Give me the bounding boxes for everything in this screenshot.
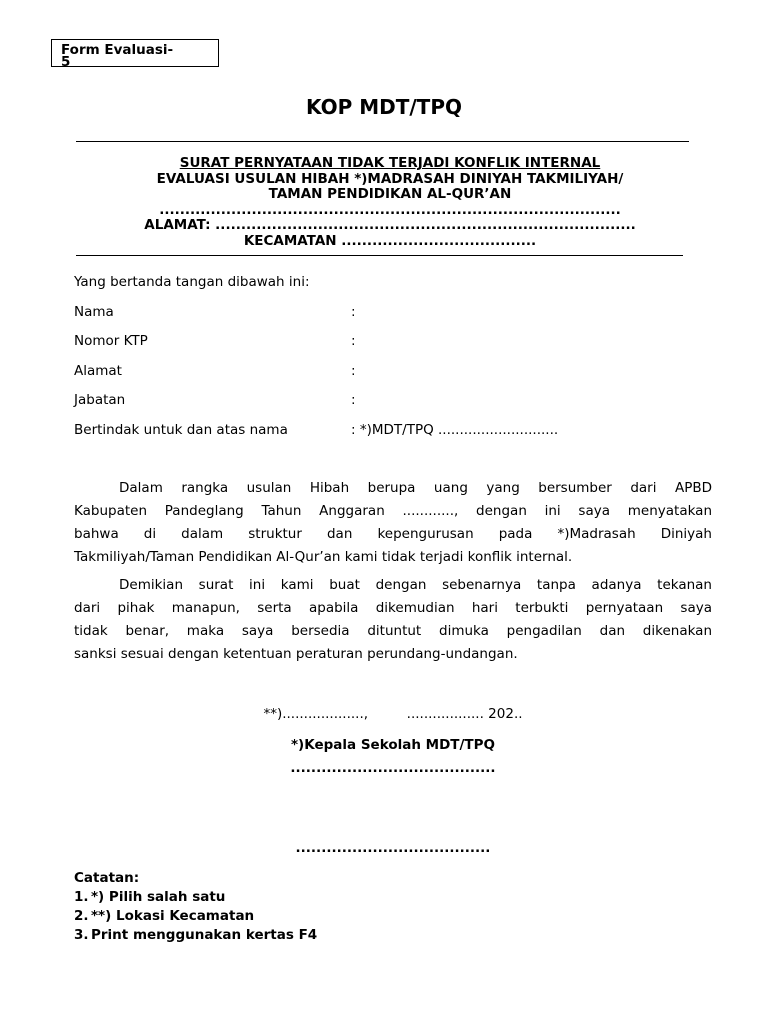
letterhead-title: KOP MDT/TPQ bbox=[306, 95, 462, 119]
heading-district-line: KECAMATAN ...................................... bbox=[243, 232, 537, 249]
paragraph-1-line: Dalam rangka usulan Hibah berupa uang yang bersumber dari APBD bbox=[119, 480, 712, 496]
note-item bbox=[74, 907, 317, 926]
form-label: Form Evaluasi- 5 bbox=[61, 42, 174, 67]
paragraph-2-line: tidak benar, maka saya bersedia dituntut dimuka pengadilan dan dikenakan bbox=[74, 623, 712, 639]
field-value-nama: : bbox=[351, 304, 356, 320]
header-top-rule bbox=[76, 141, 689, 142]
signer-title: *)Kepala Sekolah MDT/TPQ bbox=[291, 737, 495, 753]
note-text: **) Lokasi Kecamatan bbox=[91, 908, 255, 924]
field-label-bertindak: Bertindak untuk dan atas nama bbox=[74, 422, 288, 438]
header-bottom-rule bbox=[76, 255, 683, 256]
note-item bbox=[74, 888, 317, 907]
note-number: 3. bbox=[74, 927, 89, 943]
notes-section bbox=[74, 869, 317, 945]
paragraph-1-line: bahwa di dalam struktur dan kepengurusan pada *)Madrasah Diniyah bbox=[74, 526, 712, 542]
paragraph-2-line: sanksi sesuai dengan ketentuan peraturan perundang-undangan. bbox=[74, 646, 518, 662]
notes-title: Catatan: bbox=[74, 870, 140, 886]
note-text: *) Pilih salah satu bbox=[91, 889, 226, 905]
paragraph-1-line: Takmiliyah/Taman Pendidikan Al-Qur’an kami tidak terjadi konflik internal. bbox=[74, 549, 573, 565]
note-item bbox=[74, 926, 317, 945]
field-label-nama: Nama bbox=[74, 304, 114, 320]
field-label-jabatan: Jabatan bbox=[74, 392, 126, 408]
note-text: Print menggunakan kertas F4 bbox=[91, 927, 318, 943]
paragraph-2-line: Demikian surat ini kami buat dengan sebenarnya tanpa adanya tekanan bbox=[119, 577, 712, 593]
signer-name-dots: ........................................ bbox=[290, 760, 496, 776]
paragraph-2 bbox=[74, 574, 712, 666]
heading-address-line: ALAMAT: .................................................................................. bbox=[144, 217, 636, 234]
form-label-box bbox=[51, 39, 219, 67]
document-heading bbox=[70, 156, 710, 250]
signature-dots: ...................................... bbox=[295, 840, 491, 856]
heading-line-4: .......................................................................................... bbox=[159, 201, 621, 218]
field-value-alamat: : bbox=[351, 363, 356, 379]
heading-line-3: TAMAN PENDIDIKAN AL-QUR’AN bbox=[268, 186, 512, 203]
field-label-alamat: Alamat bbox=[74, 363, 122, 379]
field-value-jabatan: : bbox=[351, 392, 356, 408]
place-date-line: **)..................., .................. 202.. bbox=[263, 706, 523, 722]
paragraph-1-line: Kabupaten Pandeglang Tahun Anggaran ............, dengan ini saya menyatakan bbox=[74, 503, 712, 519]
heading-line-1: SURAT PERNYATAAN TIDAK TERJADI KONFLIK INTERNAL bbox=[179, 155, 601, 171]
field-value-bertindak: : *)MDT/TPQ ............................ bbox=[351, 422, 559, 438]
heading-line-2: EVALUASI USULAN HIBAH *)MADRASAH DINIYAH TAKMILIYAH/ bbox=[156, 170, 624, 187]
paragraph-2-line: dari pihak manapun, serta apabila dikemudian hari terbukti pernyataan saya bbox=[74, 600, 712, 616]
note-number: 1. bbox=[74, 889, 89, 905]
paragraph-1 bbox=[74, 477, 712, 569]
field-value-ktp: : bbox=[351, 333, 356, 349]
field-label-ktp: Nomor KTP bbox=[74, 333, 148, 349]
note-number: 2. bbox=[74, 908, 89, 924]
intro-text: Yang bertanda tangan dibawah ini: bbox=[74, 274, 310, 290]
